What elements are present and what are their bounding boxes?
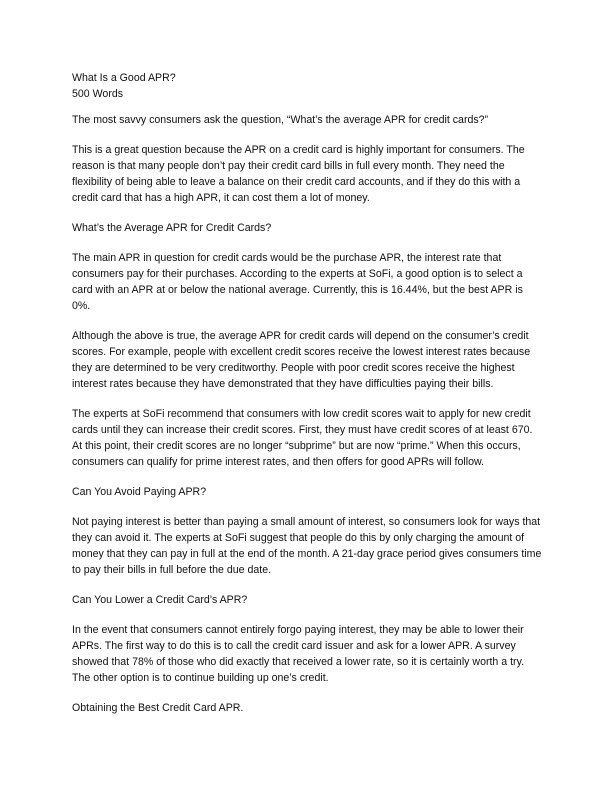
intro-paragraph: The most savvy consumers ask the question, “What’s the average APR for credit cards?” <box>72 114 489 126</box>
section-heading: Can You Lower a Credit Card’s APR? <box>72 594 248 606</box>
body-paragraph: The main APR in question for credit cards would be the purchase APR, the interest rate that consumers pay for their purchases. According to the experts at SoFi, a good option is to select a card with an APR at or below the national average. Currently, this is 16.44%, but the best APR is 0%. <box>72 252 523 312</box>
word-count: 500 Words <box>72 88 124 100</box>
section-heading: Can You Avoid Paying APR? <box>72 486 207 498</box>
body-paragraph: Not paying interest is better than paying a small amount of interest, so consumers look for ways that they can avoid it. The experts at SoFi suggest that people do this by only charging the amount of money that they can pay in full at the end of the month. A 21-day grace period gives consumers time to pay their bills in full before the due date. <box>72 516 542 576</box>
document-page <box>72 70 544 730</box>
body-paragraph: In the event that consumers cannot entirely forgo paying interest, they may be able to lower their APRs. The first way to do this is to call the credit card issuer and ask for a lower APR. A survey showed that 78% of those who did exactly that received a lower rate, so it is certainly worth a try. The other option is to continue building up one’s credit. <box>72 624 525 684</box>
title-block <box>72 70 544 102</box>
section-heading: Obtaining the Best Credit Card APR. <box>72 702 244 714</box>
section-heading: What’s the Average APR for Credit Cards? <box>72 222 272 234</box>
body-paragraph: The experts at SoFi recommend that consumers with low credit scores wait to apply for new credit cards until they can increase their credit scores. First, they must have credit scores of at least 670. At this point, their credit scores are no longer “subprime” but are now “prime.” When this occurs, consumers can qualify for prime interest rates, and then offers for good APRs will follow. <box>72 408 533 468</box>
body-paragraph: Although the above is true, the average APR for credit cards will depend on the consumer’s credit scores. For example, people with excellent credit scores receive the lowest interest rates because they are determined to be very creditworthy. People with poor credit scores receive the highest interest rates because they have demonstrated that they have difficulties paying their bills. <box>72 330 531 390</box>
document-title: What Is a Good APR? <box>72 72 176 84</box>
body-paragraph: This is a great question because the APR on a credit card is highly important for consumers. The reason is that many people don’t pay their credit card bills in full every month. They need the flexibility of being able to leave a balance on their credit card accounts, and if they do this with a credit card that has a high APR, it can cost them a lot of money. <box>72 144 525 204</box>
